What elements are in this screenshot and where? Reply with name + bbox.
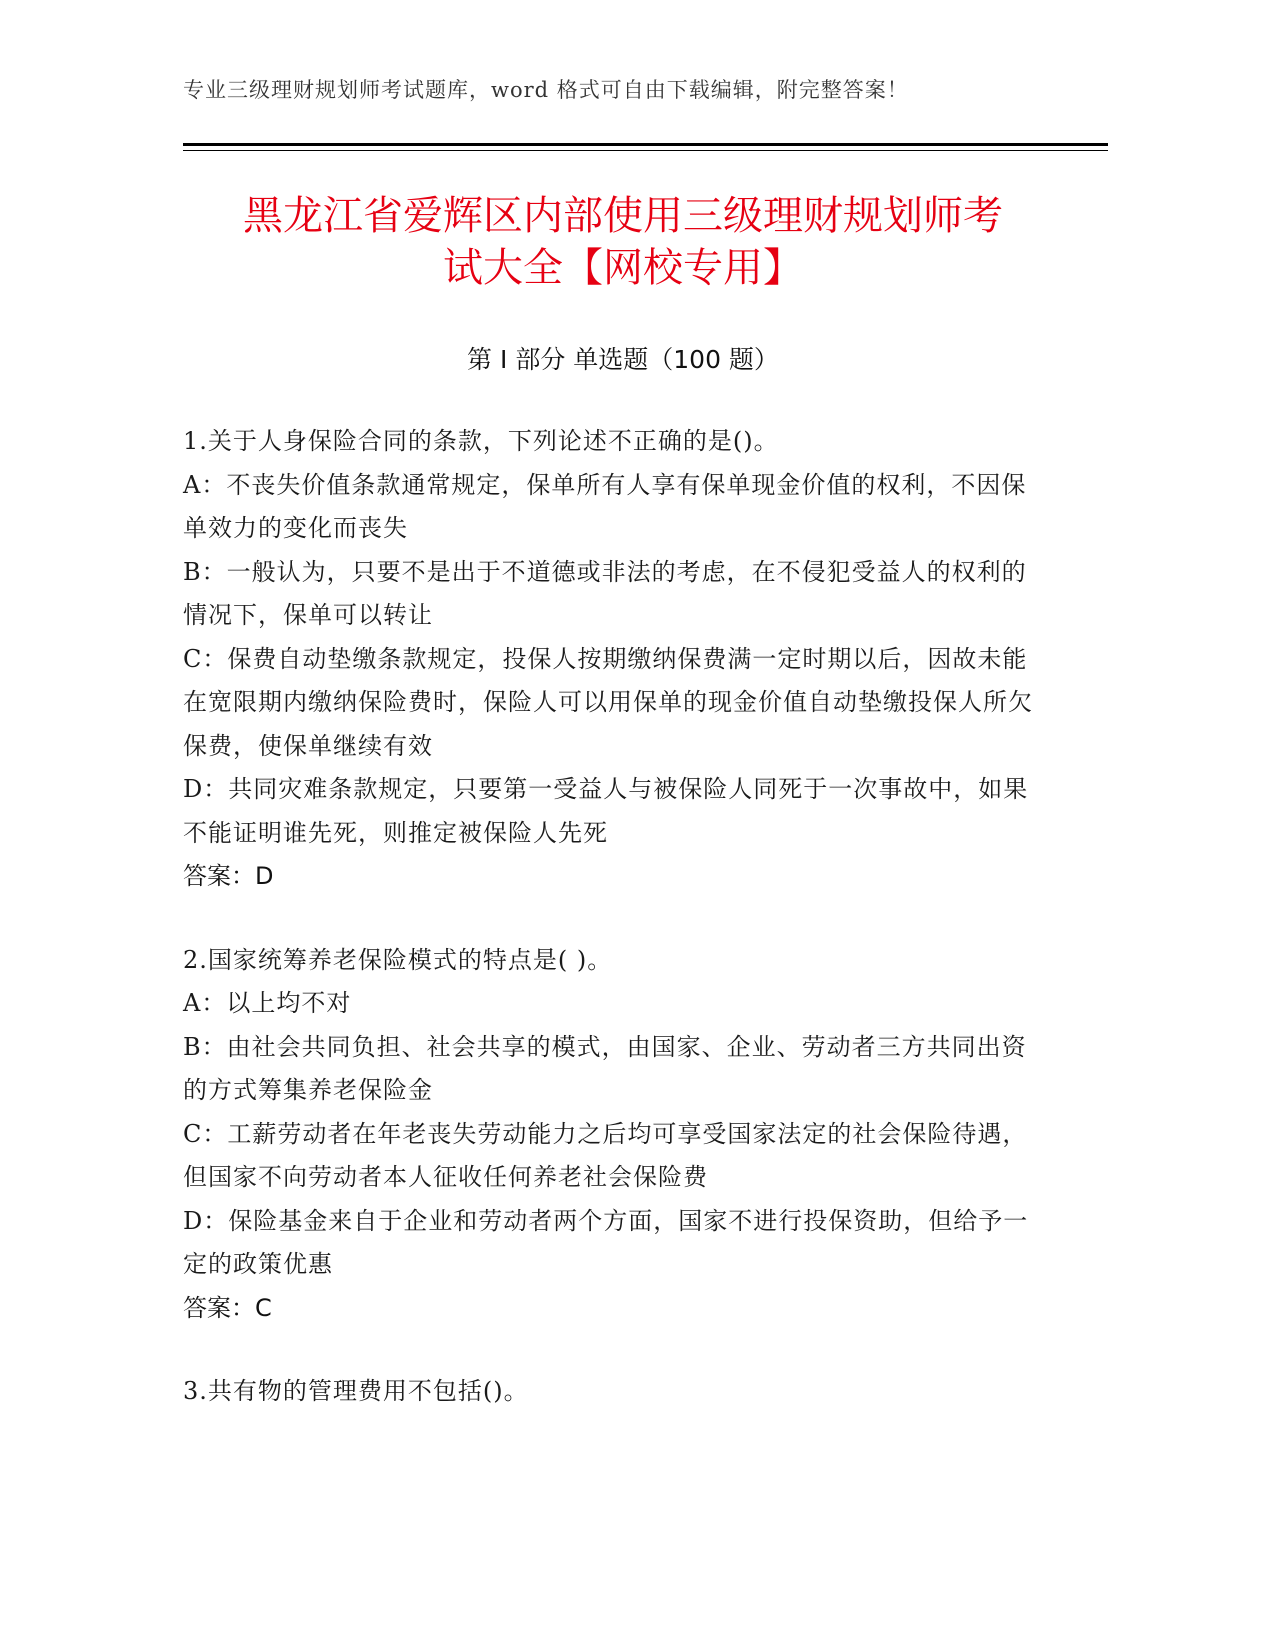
page-header: 专业三级理财规划师考试题库，word 格式可自由下载编辑，附完整答案！: [183, 78, 909, 102]
question-list: [183, 420, 1043, 1454]
question-stem: 2.国家统筹养老保险模式的特点是( )。: [183, 945, 613, 974]
question-stem: 3.共有物的管理费用不包括()。: [183, 1377, 529, 1405]
option-c: C：保费自动垫缴条款规定，投保人按期缴纳保费满一定时期以后，因故未能在宽限期内缴纳保险费时，保险人可以用保单的现金价值自动垫缴投保人所欠保费，使保单继续有效: [183, 644, 1033, 760]
answer: 答案：D: [183, 862, 274, 890]
title-line-1: 黑龙江省爱辉区内部使用三级理财规划师考: [243, 193, 1003, 239]
header-rule-thin: [183, 150, 1108, 151]
option-c: C：工薪劳动者在年老丧失劳动能力之后均可享受国家法定的社会保险待遇，但国家不向劳动者本人征收任何养老社会保险费: [183, 1119, 1028, 1191]
option-d: D：共同灾难条款规定，只要第一受益人与被保险人同死于一次事故中，如果不能证明谁先死，则推定被保险人先死: [183, 775, 1029, 847]
header-rule-thick: [183, 143, 1108, 146]
option-b: B：由社会共同负担、社会共享的模式，由国家、企业、劳动者三方共同出资的方式筹集养老保险金: [183, 1032, 1027, 1104]
answer: 答案：C: [183, 1293, 272, 1322]
section-heading: 第 I 部分 单选题（100 题）: [467, 345, 779, 374]
option-a: A：以上均不对: [183, 989, 352, 1017]
question-3: [183, 1370, 1043, 1414]
option-d: D：保险基金来自于企业和劳动者两个方面，国家不进行投保资助，但给予一定的政策优惠: [183, 1206, 1029, 1278]
question-stem: 1.关于人身保险合同的条款，下列论述不正确的是()。: [183, 427, 779, 455]
document-title: [183, 190, 1063, 294]
option-b: B：一般认为，只要不是出于不道德或非法的考虑，在不侵犯受益人的权利的情况下，保单可以转让: [183, 557, 1027, 629]
option-a: A：不丧失价值条款通常规定，保单所有人享有保单现金价值的权利，不因保单效力的变化而丧失: [183, 470, 1027, 542]
title-line-2: 试大全【网校专用】: [443, 245, 803, 291]
question-2: [183, 939, 1043, 1331]
question-1: [183, 420, 1043, 899]
